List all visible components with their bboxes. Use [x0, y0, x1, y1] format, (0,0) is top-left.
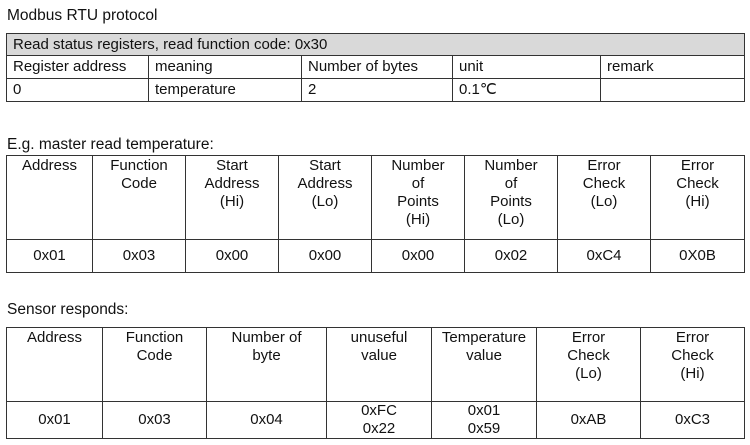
- header-unuseful-value: unuseful value: [327, 328, 432, 402]
- cell-address: 0x01: [7, 402, 103, 439]
- cell-remark: [601, 79, 745, 102]
- cell-error-check-lo: 0xC4: [558, 240, 651, 273]
- cell-number-of-points-lo: 0x02: [465, 240, 558, 273]
- header-error-check-lo: Error Check (Lo): [558, 156, 651, 240]
- header-error-check-lo: Error Check (Lo): [537, 328, 641, 402]
- header-number-of-points-lo: Number of Points (Lo): [465, 156, 558, 240]
- header-function-code: Function Code: [93, 156, 186, 240]
- header-remark: remark: [601, 56, 745, 79]
- header-number-of-byte: Number of byte: [207, 328, 327, 402]
- header-start-address-lo: Start Address (Lo): [279, 156, 372, 240]
- cell-number-of-points-hi: 0x00: [372, 240, 465, 273]
- document-title: Modbus RTU protocol: [7, 7, 158, 24]
- cell-number-of-byte: 0x04: [207, 402, 327, 439]
- master-request-table: [6, 155, 745, 273]
- header-temperature-value: Temperature value: [432, 328, 537, 402]
- header-function-code: Function Code: [103, 328, 207, 402]
- cell-number-of-bytes: 2: [302, 79, 453, 102]
- cell-start-address-hi: 0x00: [186, 240, 279, 273]
- header-address: Address: [7, 156, 93, 240]
- sensor-response-caption: Sensor responds:: [7, 301, 129, 318]
- cell-start-address-lo: 0x00: [279, 240, 372, 273]
- function-code-banner: Read status registers, read function code: 0x30: [7, 34, 745, 56]
- cell-error-check-lo: 0xAB: [537, 402, 641, 439]
- sensor-response-table: [6, 327, 745, 439]
- master-example-caption: E.g. master read temperature:: [7, 136, 214, 153]
- header-error-check-hi: Error Check (Hi): [641, 328, 745, 402]
- cell-error-check-hi: 0X0B: [651, 240, 745, 273]
- header-meaning: meaning: [149, 56, 302, 79]
- cell-unuseful-value: 0xFC 0x22: [327, 402, 432, 439]
- cell-register-address: 0: [7, 79, 149, 102]
- header-error-check-hi: Error Check (Hi): [651, 156, 745, 240]
- header-number-of-bytes: Number of bytes: [302, 56, 453, 79]
- read-registers-table: [6, 33, 745, 102]
- cell-function-code: 0x03: [103, 402, 207, 439]
- header-unit: unit: [453, 56, 601, 79]
- cell-meaning: temperature: [149, 79, 302, 102]
- cell-unit: 0.1℃: [453, 79, 601, 102]
- cell-address: 0x01: [7, 240, 93, 273]
- header-start-address-hi: Start Address (Hi): [186, 156, 279, 240]
- cell-temperature-value: 0x01 0x59: [432, 402, 537, 439]
- cell-error-check-hi: 0xC3: [641, 402, 745, 439]
- header-register-address: Register address: [7, 56, 149, 79]
- header-number-of-points-hi: Number of Points (Hi): [372, 156, 465, 240]
- header-address: Address: [7, 328, 103, 402]
- cell-function-code: 0x03: [93, 240, 186, 273]
